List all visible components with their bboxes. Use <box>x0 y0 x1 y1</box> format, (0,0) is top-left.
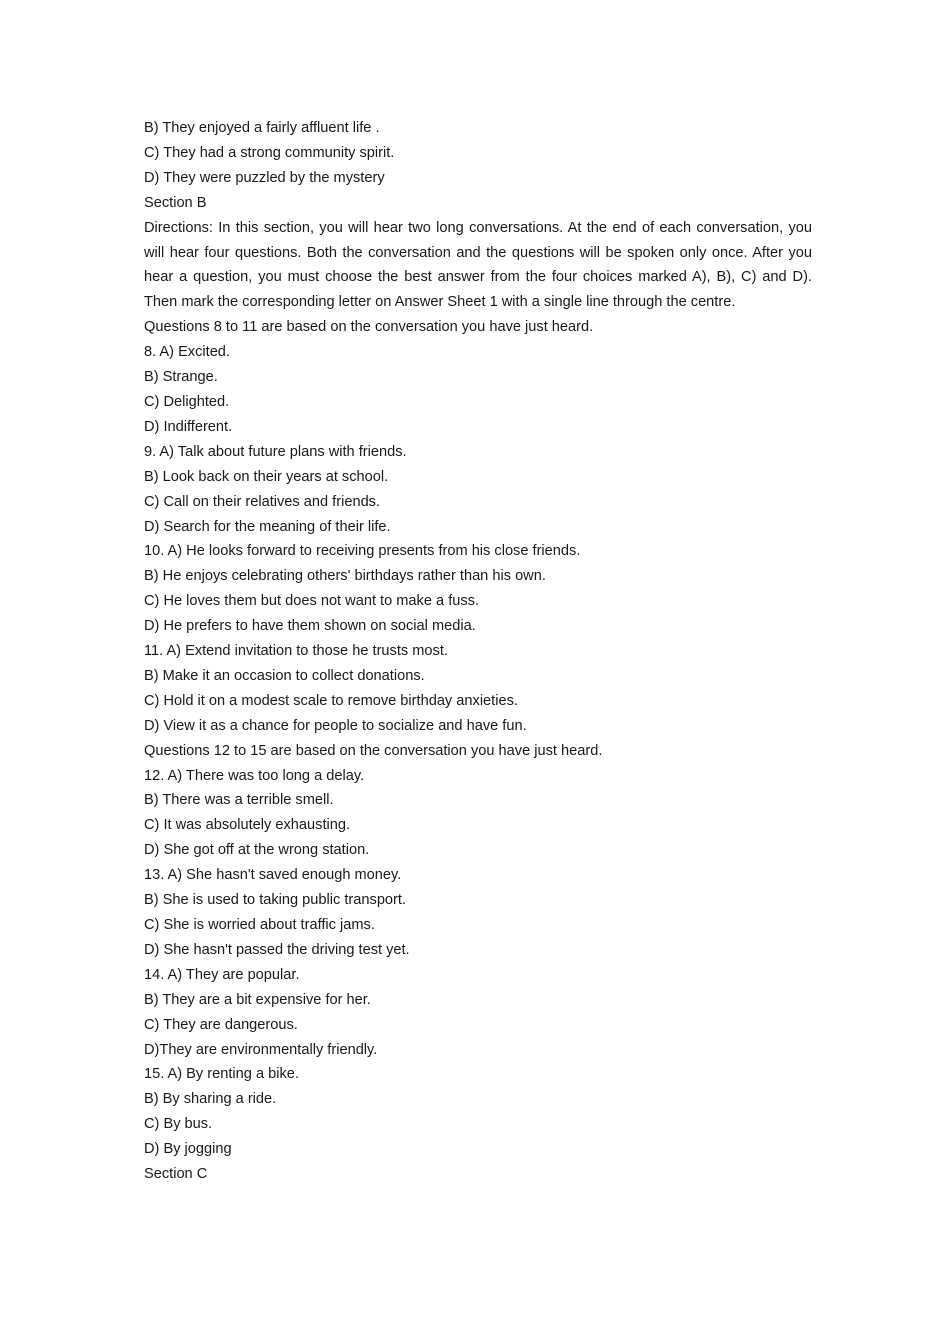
option-line: C) They are dangerous. <box>144 1016 298 1033</box>
section-heading: Section B <box>144 194 207 211</box>
question-line: 14. A) They are popular. <box>144 966 300 983</box>
option-line: D) View it as a chance for people to socialize and have fun. <box>144 717 527 734</box>
question-line: 9. A) Talk about future plans with friends. <box>144 443 407 460</box>
question-line: 12. A) There was too long a delay. <box>144 767 365 784</box>
option-line: B) Look back on their years at school. <box>144 468 389 485</box>
option-line: C) He loves them but does not want to make a fuss. <box>144 593 480 610</box>
option-line: C) Call on their relatives and friends. <box>144 493 381 510</box>
document-body <box>144 116 812 1187</box>
option-line: D) She hasn't passed the driving test yet. <box>144 941 410 958</box>
question-line: 8. A) Excited. <box>144 344 230 361</box>
option-line: D) She got off at the wrong station. <box>144 842 370 859</box>
option-line: C) They had a strong community spirit. <box>144 144 395 161</box>
section-heading: Section C <box>144 1166 208 1183</box>
option-line: B) Make it an occasion to collect donations. <box>144 667 425 684</box>
option-line: D) By jogging <box>144 1141 232 1158</box>
option-line: B) She is used to taking public transport. <box>144 892 407 909</box>
option-line: B) There was a terrible smell. <box>144 792 334 809</box>
directions-paragraph: Directions: In this section, you will hear two long conversations. At the end of each conversation, you will hear four questions. Both the conversation and the questions will be spoken only once. After you hear a question, you must choose the best answer from the four choices marked A), B), C) and D). Then mark the corresponding letter on Answer Sheet 1 with a single line through the centre. <box>144 219 812 311</box>
option-line: B) They enjoyed a fairly affluent life . <box>144 120 380 136</box>
option-line: D) Indifferent. <box>144 418 233 435</box>
question-line: 10. A) He looks forward to receiving presents from his close friends. <box>144 543 581 560</box>
question-line: 13. A) She hasn't saved enough money. <box>144 867 402 884</box>
question-line: 15. A) By renting a bike. <box>144 1066 299 1083</box>
option-line: C) She is worried about traffic jams. <box>144 917 375 933</box>
option-line: C) Delighted. <box>144 393 230 410</box>
option-line: C) By bus. <box>144 1116 213 1133</box>
option-line: B) They are a bit expensive for her. <box>144 991 371 1008</box>
question-line: 11. A) Extend invitation to those he trusts most. <box>144 643 448 660</box>
question-group-intro: Questions 12 to 15 are based on the conversation you have just heard. <box>144 742 603 759</box>
option-line: B) By sharing a ride. <box>144 1091 277 1108</box>
option-line: C) It was absolutely exhausting. <box>144 817 351 834</box>
option-line: D) Search for the meaning of their life. <box>144 518 391 535</box>
option-line: D) He prefers to have them shown on social media. <box>144 618 476 635</box>
option-line: D) They were puzzled by the mystery <box>144 169 385 186</box>
option-line: B) He enjoys celebrating others' birthdays rather than his own. <box>144 568 546 585</box>
option-line: D)They are environmentally friendly. <box>144 1041 378 1058</box>
option-line: B) Strange. <box>144 369 218 386</box>
option-line: C) Hold it on a modest scale to remove birthday anxieties. <box>144 692 518 709</box>
question-group-intro: Questions 8 to 11 are based on the conversation you have just heard. <box>144 319 594 336</box>
